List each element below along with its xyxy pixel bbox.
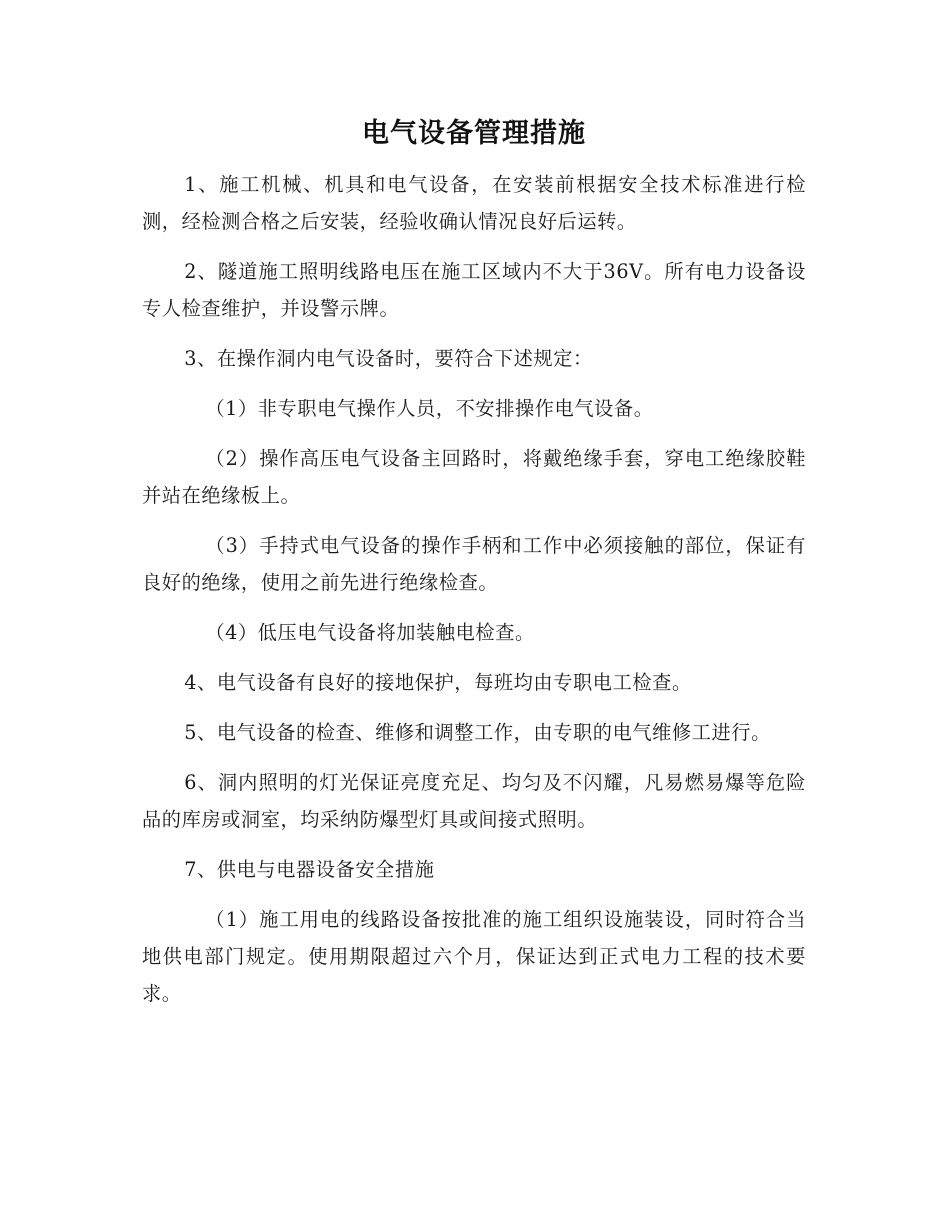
paragraph-item-5: 5、电气设备的检查、维修和调整工作，由专职的电气维修工进行。 <box>184 721 771 744</box>
paragraph-item-7: 7、供电与电器设备安全措施 <box>184 858 435 881</box>
paragraph-subitem-7-1: （1）施工用电的线路设备按批准的施工组织设施装设，同时符合当地供电部门规定。使用期限超过六个月，保证达到正式电力工程的技术要求。 <box>142 908 806 1005</box>
paragraph-item-1: 1、施工机械、机具和电气设备，在安装前根据安全技术标准进行检测，经检测合格之后安装，经验收确认情况良好后运转。 <box>142 173 806 233</box>
document-body <box>142 112 806 1025</box>
paragraph-item-3: 3、在操作洞内电气设备时，要符合下述规定： <box>184 347 593 370</box>
paragraph-item-2: 2、隧道施工照明线路电压在施工区域内不大于36V。所有电力设备设专人检查维护，并设警示牌。 <box>142 260 806 320</box>
paragraph-subitem-3-2: （2）操作高压电气设备主回路时，将戴绝缘手套，穿电工绝缘胶鞋并站在绝缘板上。 <box>142 447 806 507</box>
document-title: 电气设备管理措施 <box>362 118 586 149</box>
paragraph-subitem-3-4: （4）低压电气设备将加装触电检查。 <box>205 621 535 644</box>
paragraph-subitem-3-1: （1）非专职电气操作人员，不安排操作电气设备。 <box>205 397 654 420</box>
paragraph-item-4: 4、电气设备有良好的接地保护，每班均由专职电工检查。 <box>184 671 692 694</box>
paragraph-item-6: 6、洞内照明的灯光保证亮度充足、均匀及不闪耀，凡易燃易爆等危险品的库房或洞室，均采纳防爆型灯具或间接式照明。 <box>142 771 806 831</box>
paragraph-subitem-3-3: （3）手持式电气设备的操作手柄和工作中必须接触的部位，保证有良好的绝缘，使用之前先进行绝缘检查。 <box>142 534 806 594</box>
